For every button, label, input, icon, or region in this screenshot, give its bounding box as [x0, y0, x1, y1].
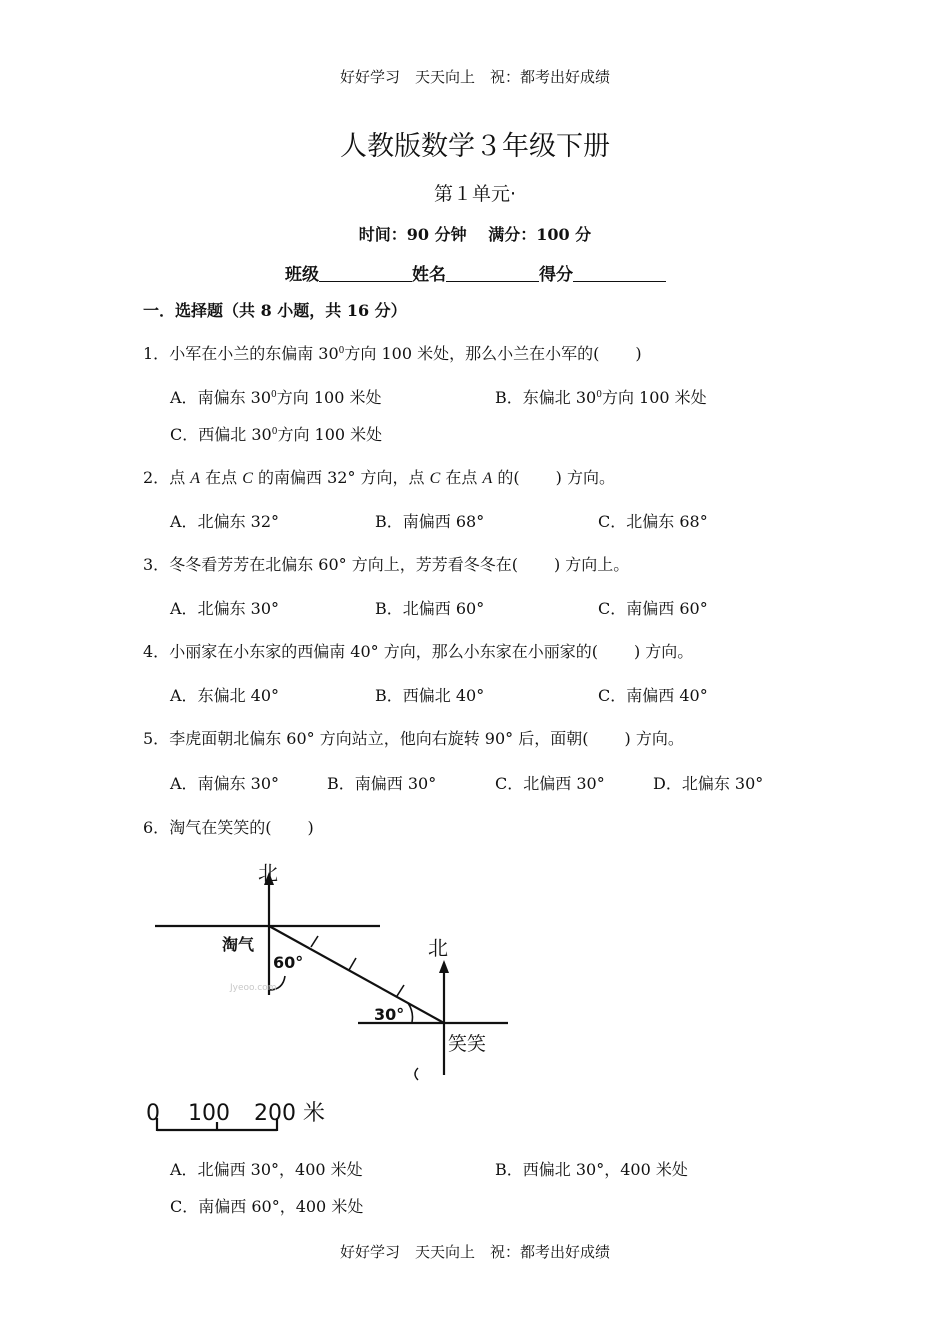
time-info: 时间：90 分钟 满分：100 分: [358, 225, 592, 244]
q5-option-c[interactable]: C．北偏西 30°: [495, 774, 605, 793]
q4-option-a[interactable]: A．东偏北 40°: [170, 686, 280, 705]
score-label: 得分: [539, 265, 573, 285]
q1-option-a[interactable]: A．南偏东 $30^0$方向 100 米处: [170, 388, 382, 407]
question-paren: ): [635, 344, 642, 363]
question-2: 2．点 A 在点 C 的南偏西 32° 方向，点 C 在点 A 的( ) 方向。: [143, 468, 615, 487]
question-text: 方向 100 米处，那么小兰在小军的(: [344, 344, 600, 363]
page-footer: 好好学习 天天向上 祝：都考出好成绩: [339, 1243, 610, 1261]
page-title: 人教版数学３年级下册: [340, 131, 610, 162]
q1-option-c[interactable]: C．西偏北 $30^0$方向 100 米处: [170, 425, 383, 444]
question-number: 1．: [143, 344, 170, 363]
scale-label-unit: 米: [303, 1101, 326, 1126]
q5-option-d[interactable]: D．北偏东 30°: [653, 774, 764, 793]
connecting-line: [269, 926, 444, 1023]
question-5: 5．李虎面朝北偏东 60° 方向站立，他向右旋转 90° 后，面朝( ) 方向。: [143, 729, 684, 748]
scale-label-0: 0: [146, 1101, 160, 1126]
unit-title: 第１单元·: [433, 183, 517, 205]
q2-option-a[interactable]: A．北偏东 32°: [170, 512, 280, 531]
question-4: 4．小丽家在小东家的西偏南 40° 方向，那么小东家在小丽家的( ) 方向。: [143, 642, 694, 661]
question-3: 3．冬冬看芳芳在北偏东 60° 方向上，芳芳看冬冬在( ) 方向上。: [143, 555, 630, 574]
watermark: Jyeoo.com: [230, 983, 277, 993]
q3-option-a[interactable]: A．北偏东 30°: [170, 599, 280, 618]
question-6: 6．淘气在笑笑的( ): [143, 818, 314, 837]
q4-option-c[interactable]: C．南偏西 40°: [598, 686, 708, 705]
q5-option-a[interactable]: A．南偏东 30°: [170, 774, 280, 793]
north-label-taoqi: 北: [258, 861, 278, 885]
class-label: 班级: [285, 265, 319, 285]
q6-option-b[interactable]: B．西偏北 30°，400 米处: [495, 1160, 688, 1179]
scale-label-100: 100: [188, 1101, 230, 1126]
q6-option-a[interactable]: A．北偏西 30°，400 米处: [170, 1160, 363, 1179]
scale-label-200: 200: [254, 1101, 296, 1126]
angle-label-30: 30°: [374, 1005, 405, 1024]
page-header: 好好学习 天天向上 祝：都考出好成绩: [339, 68, 610, 86]
q3-option-b[interactable]: B．北偏西 60°: [375, 599, 485, 618]
q4-option-b[interactable]: B．西偏北 40°: [375, 686, 485, 705]
label-xiaoxiao: 笑笑: [448, 1033, 487, 1055]
q6-option-c[interactable]: C．南偏西 60°，400 米处: [170, 1197, 364, 1216]
q2-option-c[interactable]: C．北偏东 68°: [598, 512, 708, 531]
north-arrow-head-xiaoxiao: [439, 960, 449, 973]
section-heading: 一．选择题（共 8 小题，共 16 分）: [143, 301, 407, 320]
q5-option-b[interactable]: B．南偏西 30°: [327, 774, 437, 793]
q3-option-c[interactable]: C．南偏西 60°: [598, 599, 708, 618]
degree-mark: 0: [338, 346, 345, 356]
angle-label-60: 60°: [273, 953, 304, 972]
q1-option-b[interactable]: B．东偏北 $30^0$方向 100 米处: [495, 388, 707, 407]
north-label-xiaoxiao: 北: [428, 936, 448, 960]
label-taoqi: 淘气: [222, 935, 255, 954]
name-label: 姓名: [412, 265, 446, 285]
q2-option-b[interactable]: B．南偏西 68°: [375, 512, 485, 531]
question-text: 小军在小兰的东偏南 30: [169, 344, 339, 363]
